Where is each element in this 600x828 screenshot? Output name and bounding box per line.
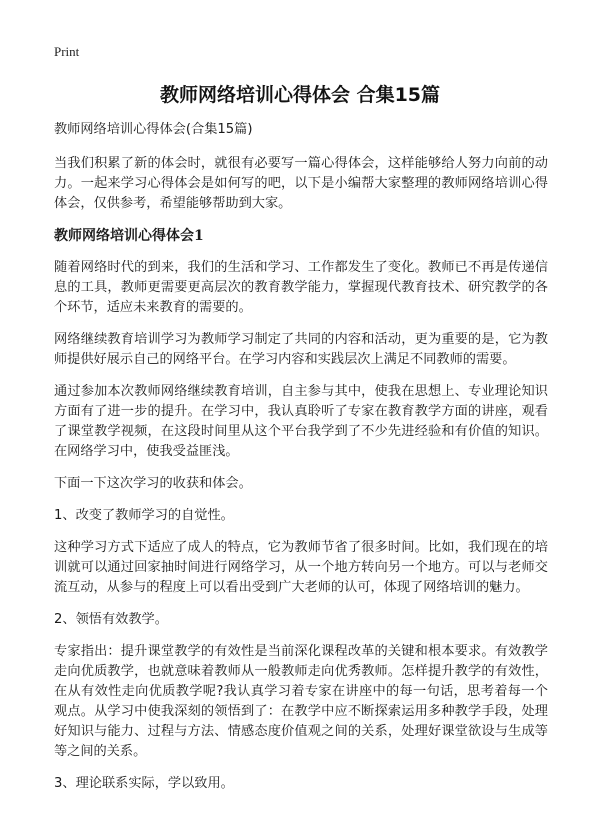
body-paragraph: 通过参加本次教师网络继续教育培训，自主参与其中，使我在思想上、专业理论知识方面有了进一步的提升。在学习中，我认真聆听了专家在教育教学方面的讲座，观看了课堂教学视频，在这段时间里从这个平台我学到了不少先进经验和有价值的知识。在网络学习中，使我受益匪浅。 — [54, 384, 548, 459]
list-point-heading: 1、改变了教师学习的自觉性。 — [54, 508, 234, 523]
list-point-heading: 3、理论联系实际，学以致用。 — [54, 776, 234, 791]
document-subtitle: 教师网络培训心得体会(合集15篇) — [54, 122, 253, 137]
print-label: Print — [54, 44, 80, 59]
section-heading: 教师网络培训心得体会1 — [54, 228, 204, 244]
body-paragraph: 专家指出：提升课堂教学的有效性是当前深化课程改革的关键和根本要求。有效教学走向优质教学，也就意味着教师从一般教师走向优秀教师。怎样提升教学的有效性，在从有效性走向优质教学呢?我认真学习着专家在讲座中的每一句话，思考着每一个观点。从学习中使我深刻的领悟到了：在教学中应不断探索运用多种教学手段，处理好知识与能力、过程与方法、情感态度价值观之间的关系，处理好课堂欲设与生成等等之间的关系。 — [54, 644, 548, 759]
body-paragraph: 这种学习方式下适应了成人的特点，它为教师节省了很多时间。比如，我们现在的培训就可以通过回家抽时间进行网络学习，从一个地方转向另一个地方。可以与老师交流互动，从参与的程度上可以看出受到广大老师的认可，体现了网络培训的魅力。 — [54, 540, 548, 595]
body-paragraph: 下面一下这次学习的收获和体会。 — [54, 476, 252, 491]
body-paragraph: 网络继续教育培训学习为教师学习制定了共同的内容和活动，更为重要的是，它为教师提供好展示自己的网络平台。在学习内容和实践层次上满足不同教师的需要。 — [54, 332, 548, 367]
body-paragraph: 随着网络时代的到来，我们的生活和学习、工作都发生了变化。教师已不再是传递信息的工具，教师更需要更高层次的教育教学能力，掌握现代教育技术、研究教学的各个环节，适应未来教育的需要的。 — [54, 260, 548, 315]
list-point-heading: 2、领悟有效教学。 — [54, 612, 168, 627]
document-title: 教师网络培训心得体会 合集15篇 — [159, 84, 441, 106]
intro-paragraph: 当我们积累了新的体会时，就很有必要写一篇心得体会，这样能够给人努力向前的动力。一起来学习心得体会是如何写的吧，以下是小编帮大家整理的教师网络培训心得体会，仅供参考，希望能够帮助到大家。 — [54, 156, 548, 211]
document-body — [54, 120, 548, 806]
